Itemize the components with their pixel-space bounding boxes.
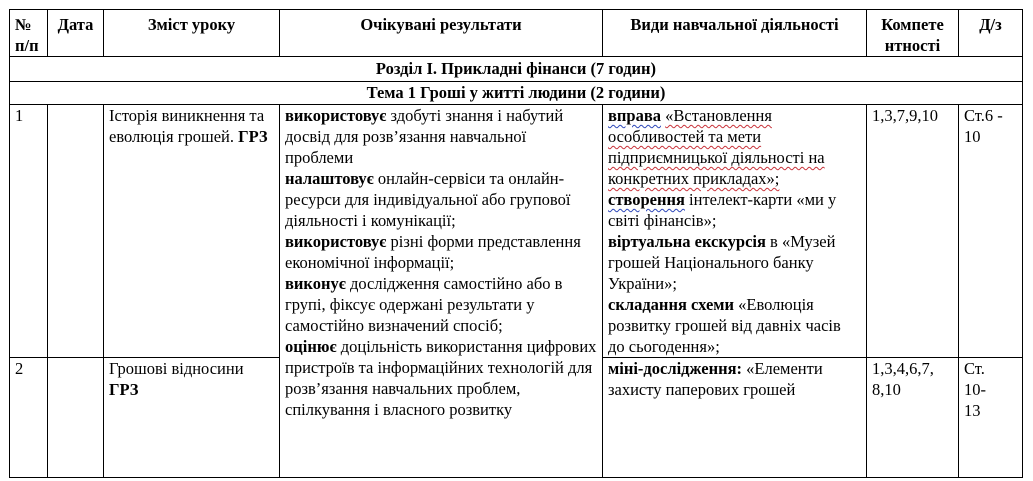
outcome-keyword: налаштовує [285, 169, 374, 188]
header-content: Зміст уроку [104, 10, 280, 57]
header-num-text: № п/п [15, 15, 39, 55]
outcomes-list [285, 105, 597, 420]
row-date [48, 358, 104, 478]
activity-keyword: вправа [608, 106, 662, 125]
row-homework [959, 105, 1023, 358]
row-competences [867, 358, 959, 478]
outcome-item [285, 274, 562, 335]
activity-item [608, 232, 835, 293]
section-row [10, 57, 1023, 82]
outcome-keyword: оцінює [285, 337, 337, 356]
content-code: ГРЗ [238, 127, 268, 146]
content-text: Грошові відносини [109, 359, 244, 378]
competences-text: 1,3,4,6,7, 8,10 [872, 359, 934, 399]
outcome-text: дослідження самостійно або в групі, фіксує одержані результати у самостійно визначений спосіб; [285, 274, 563, 335]
activity-text: «Елементи захисту паперових грошей [608, 359, 823, 399]
header-homework: Д/з [959, 10, 1023, 57]
row-activities [603, 105, 867, 358]
outcome-keyword: використовує [285, 106, 387, 125]
outcome-item [285, 169, 570, 230]
header-row [10, 10, 1023, 57]
activity-item [608, 106, 825, 188]
row-activities [603, 358, 867, 478]
row-content [104, 105, 280, 358]
header-competences-text: Компетентності [881, 15, 944, 55]
header-num [10, 10, 48, 57]
activity-item [608, 295, 841, 356]
outcome-item [285, 232, 581, 272]
row-content [104, 358, 280, 478]
activity-keyword: створення [608, 190, 685, 209]
content-code: ГРЗ [109, 380, 139, 399]
homework-text: Ст.6 - 10 [964, 106, 1003, 146]
outcome-text: різні форми представлення економічної інформації; [285, 232, 581, 272]
outcome-item [285, 106, 563, 167]
header-activities: Види навчальної діяльності [603, 10, 867, 57]
outcome-text: доцільність використання цифрових пристроїв та інформаційних технологій для розв’язання навчальних проблем, спілкування і власного розвитку [285, 337, 597, 419]
header-competences [867, 10, 959, 57]
header-results: Очікувані результати [280, 10, 603, 57]
outcome-item [285, 337, 596, 419]
lesson-plan-table [9, 9, 1023, 478]
outcome-text: здобуті знання і набутий досвід для розв’язання навчальної проблеми [285, 106, 564, 167]
topic-row [10, 82, 1023, 105]
activity-text: «Еволюція розвитку грошей від давніх часів до сьогодення»; [608, 295, 841, 356]
section-title: Розділ І. Прикладні фінанси (7 годин) [10, 57, 1023, 82]
header-date: Дата [48, 10, 104, 57]
activity-text: в «Музей грошей Національного банку України»; [608, 232, 836, 293]
activity-item [608, 359, 823, 399]
outcome-text: онлайн-сервіси та онлайн-ресурси для індивідуальної або групової діяльності і комунікації; [285, 169, 571, 230]
activity-text: інтелект-карти «ми у світі фінансів»; [608, 190, 837, 230]
topic-title: Тема 1 Гроші у житті людини (2 години) [10, 82, 1023, 105]
outcome-keyword: використовує [285, 232, 387, 251]
row-num: 1 [10, 105, 48, 358]
row-date [48, 105, 104, 358]
row-num: 2 [10, 358, 48, 478]
activity-keyword: віртуальна екскурсія [608, 232, 766, 251]
outcome-keyword: виконує [285, 274, 346, 293]
activity-text: «Встановлення особливостей та мети підприємницької діяльності на конкретних прикладах»; [608, 106, 825, 188]
row-competences: 1,3,7,9,10 [867, 105, 959, 358]
activity-item [608, 190, 836, 230]
outcomes-cell [280, 105, 603, 478]
homework-text: Ст. 10- 13 [964, 359, 986, 420]
table-row [10, 105, 1023, 358]
content-text: Історія виникнення та еволюція грошей. [109, 106, 265, 146]
activity-keyword: складання схеми [608, 295, 735, 314]
row-homework [959, 358, 1023, 478]
activity-keyword: міні-дослідження: [608, 359, 743, 378]
